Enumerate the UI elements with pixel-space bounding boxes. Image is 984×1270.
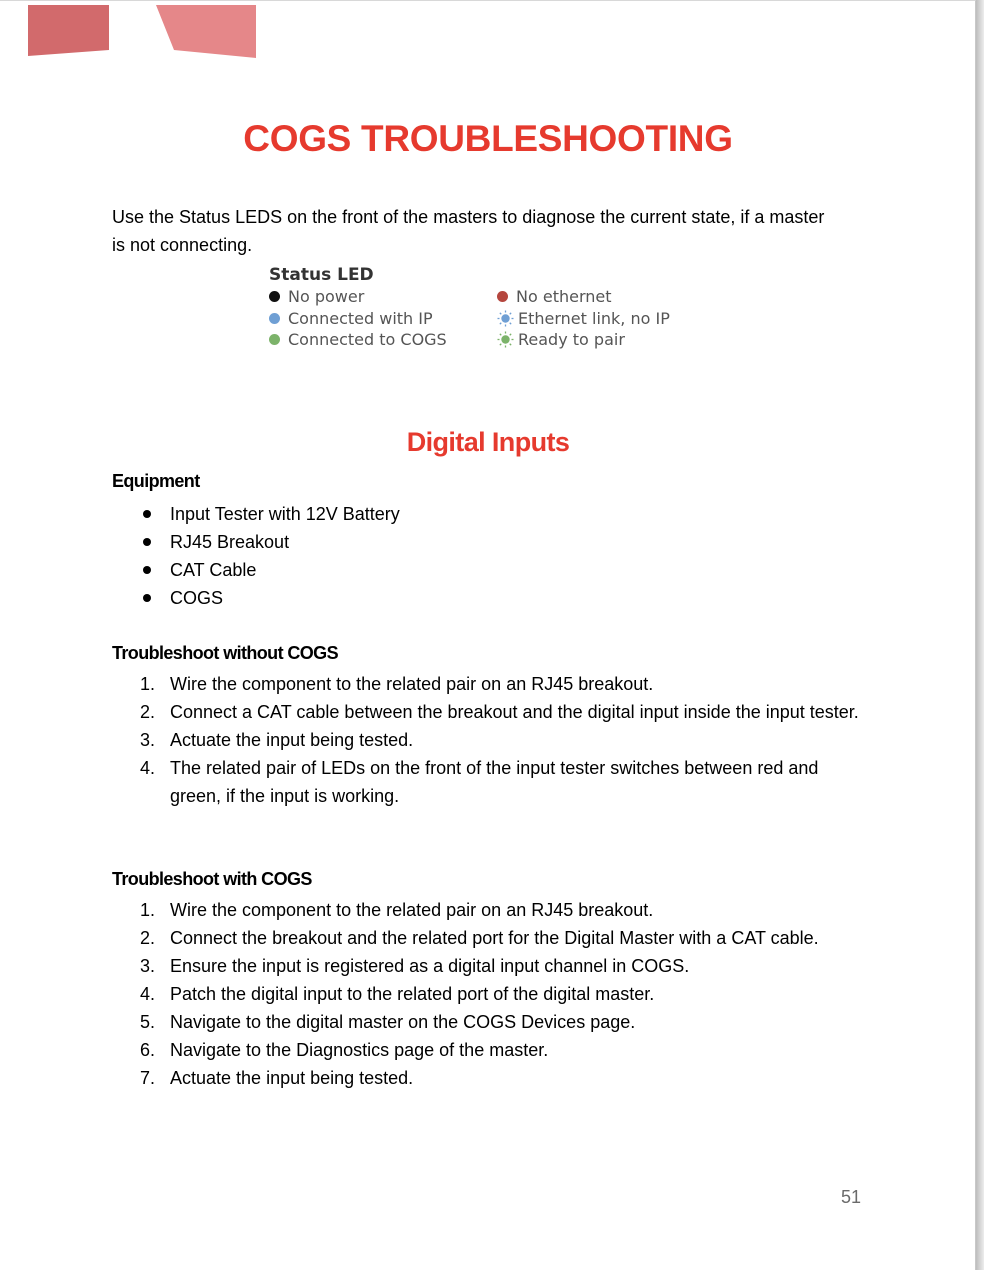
status-led-grid [269,286,689,351]
step-item [112,980,872,1008]
page-number: 51 [841,1187,862,1207]
equipment-item [112,556,400,584]
step-text: Wire the component to the related pair on an RJ45 breakout. [170,900,654,920]
with-cogs-heading: Troubleshoot with COGS [112,869,312,889]
equipment-item [112,584,400,612]
decor-shape-left [28,5,109,56]
step-number: 3. [140,956,156,976]
header-decoration [0,1,260,61]
bullet-icon [143,566,151,574]
equipment-heading: Equipment [112,471,200,491]
led-dot-icon [497,291,508,302]
blinking-led-icon [497,331,514,348]
decor-shape-right [156,5,256,58]
step-number: 1. [140,900,156,920]
equipment-item-text: CAT Cable [170,560,257,580]
intro-paragraph: Use the Status LEDS on the front of the masters to diagnose the current state, if a master is not connecting. [112,207,825,255]
led-dot-icon [269,313,280,324]
equipment-item [112,528,400,556]
step-text: Navigate to the digital master on the COGS Devices page. [170,1012,636,1032]
page-edge-shadow [976,0,984,1270]
step-item [112,1008,872,1036]
step-item [112,896,872,924]
equipment-item-text: RJ45 Breakout [170,532,290,552]
step-number: 7. [140,1068,156,1088]
step-text: Patch the digital input to the related port of the digital master. [170,984,655,1004]
step-number: 4. [140,984,156,1004]
equipment-item-text: COGS [170,588,224,608]
step-number: 1. [140,674,156,694]
status-led-item [497,308,687,330]
status-led-label: Ready to pair [518,330,625,350]
led-dot-icon [269,334,280,345]
equipment-item-text: Input Tester with 12V Battery [170,504,400,524]
step-text: Ensure the input is registered as a digital input channel in COGS. [170,956,690,976]
step-text: Wire the component to the related pair on an RJ45 breakout. [170,674,654,694]
step-text: The related pair of LEDs on the front of the input tester switches between red and green, if the input is working. [170,758,819,806]
status-led-item [497,329,687,351]
step-text: Actuate the input being tested. [170,730,414,750]
status-led-label: No power [288,287,365,307]
without-cogs-heading: Troubleshoot without COGS [112,643,338,663]
step-text: Actuate the input being tested. [170,1068,414,1088]
blinking-led-icon [497,310,514,327]
status-led-label: Connected to COGS [288,330,447,350]
led-dot-icon [269,291,280,302]
step-item [112,754,872,810]
status-led-item [497,286,687,308]
status-led-item [269,329,497,351]
page-title: COGS TROUBLESHOOTING [243,118,733,159]
step-number: 5. [140,1012,156,1032]
step-item [112,924,872,952]
bullet-icon [143,594,151,602]
with-cogs-steps [112,896,872,1092]
step-item [112,670,872,698]
step-item [112,1036,872,1064]
step-text: Connect the breakout and the related port for the Digital Master with a CAT cable. [170,928,819,948]
equipment-item [112,500,400,528]
equipment-list [112,500,400,612]
step-number: 6. [140,1040,156,1060]
step-number: 4. [140,758,156,778]
step-number: 3. [140,730,156,750]
status-led-label: Ethernet link, no IP [518,308,670,328]
step-text: Connect a CAT cable between the breakout and the digital input inside the input tester. [170,702,859,722]
status-led-label: Connected with IP [288,308,433,328]
step-text: Navigate to the Diagnostics page of the master. [170,1040,549,1060]
status-led-label: No ethernet [516,287,612,307]
bullet-icon [143,510,151,518]
step-number: 2. [140,928,156,948]
status-led-legend [269,265,689,351]
step-item [112,698,872,726]
status-led-title: Status LED [269,265,374,285]
step-item [112,1064,872,1092]
status-led-item [269,308,497,330]
without-cogs-steps [112,670,872,810]
step-item [112,952,872,980]
step-number: 2. [140,702,156,722]
status-led-item [269,286,497,308]
section-title-digital-inputs: Digital Inputs [406,427,570,457]
step-item [112,726,872,754]
bullet-icon [143,538,151,546]
